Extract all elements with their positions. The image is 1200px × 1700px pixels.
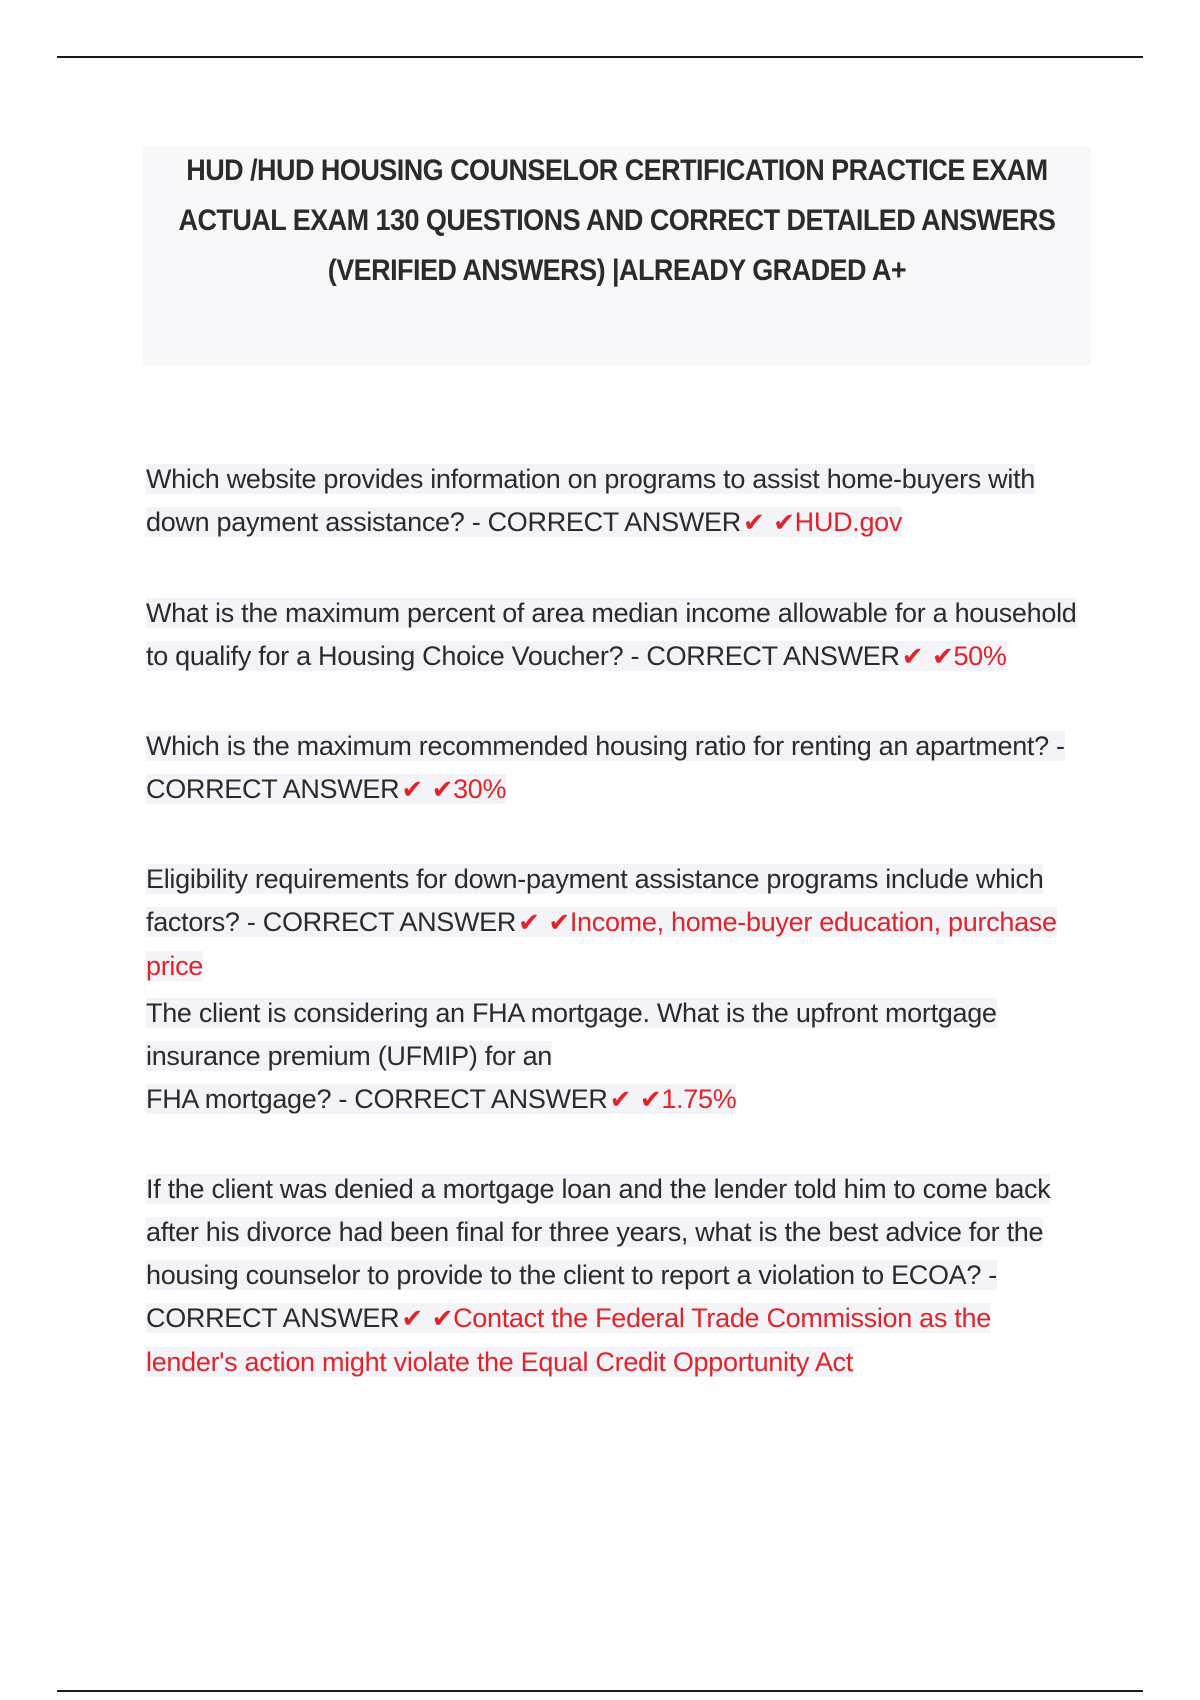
answer-text: 1.75%: [661, 1084, 737, 1114]
check-icon: ✔ ✔: [401, 1304, 454, 1334]
qa-list: [146, 458, 1086, 1377]
qa-item: [146, 992, 1086, 1122]
check-icon: ✔ ✔: [518, 908, 570, 938]
qa-highlight: [146, 598, 1077, 671]
answer-prefix: CORRECT ANSWER: [646, 641, 900, 671]
check-icon: ✔ ✔: [401, 775, 454, 805]
qa-item: [146, 458, 1086, 545]
answer-text: Contact the Federal Trade Commission as the lender's action might violate the Equal Credit Opportunity Act: [146, 1303, 991, 1377]
check-icon: ✔ ✔: [901, 642, 954, 672]
answer-prefix: CORRECT ANSWER: [487, 507, 741, 537]
qa-highlight: [146, 731, 1065, 804]
answer-text: Income, home-buyer education, purchase price: [146, 907, 1057, 981]
qa-item: [146, 1168, 1086, 1384]
answer-text: HUD.gov: [794, 507, 903, 537]
question-text: If the client was denied a mortgage loan and the lender told him to come back after his divorce had been final for three years, what is the best advice for the housing counselor to provide to the client to report a violation to ECOA? -: [146, 1174, 1051, 1290]
qa-highlight: [146, 1174, 1050, 1377]
qa-highlight: [146, 864, 1057, 981]
question-text: What is the maximum percent of area median income allowable for a household to qualify for a Housing Choice Voucher? -: [146, 598, 1077, 671]
check-icon: ✔ ✔: [742, 508, 795, 538]
answer-text: 30%: [453, 774, 507, 804]
qa-item: [146, 858, 1086, 988]
question-text: Eligibility requirements for down-payment assistance programs include which factors? -: [146, 864, 1044, 937]
question-text-continued: FHA mortgage? -: [146, 1084, 355, 1114]
answer-prefix: CORRECT ANSWER: [262, 907, 517, 937]
document-title: HUD /HUD HOUSING COUNSELOR CERTIFICATION PRACTICE EXAM ACTUAL EXAM 130 QUESTIONS AND CORRECT DETAILED ANSWERS (VERIFIED ANSWERS) |ALREADY GRADED A+: [178, 154, 1056, 287]
qa-highlight: [146, 998, 997, 1114]
answer-prefix: CORRECT ANSWER: [146, 1303, 400, 1333]
check-icon: ✔ ✔: [609, 1085, 662, 1115]
question-text: Which website provides information on programs to assist home-buyers with down payment assistance? -: [146, 464, 1035, 537]
answer-prefix: CORRECT ANSWER: [354, 1084, 608, 1114]
question-text: Which is the maximum recommended housing ratio for renting an apartment? -: [146, 731, 1065, 761]
answer-text: 50%: [953, 641, 1007, 671]
qa-item: [146, 725, 1086, 812]
answer-prefix: CORRECT ANSWER: [146, 774, 400, 804]
qa-item: [146, 592, 1086, 679]
bottom-rule: [57, 1690, 1143, 1692]
top-rule: [57, 56, 1143, 58]
question-text: The client is considering an FHA mortgage. What is the upfront mortgage insurance premium (UFMIP) for an: [146, 998, 997, 1071]
title-box: [143, 146, 1091, 366]
qa-highlight: [146, 464, 1035, 537]
